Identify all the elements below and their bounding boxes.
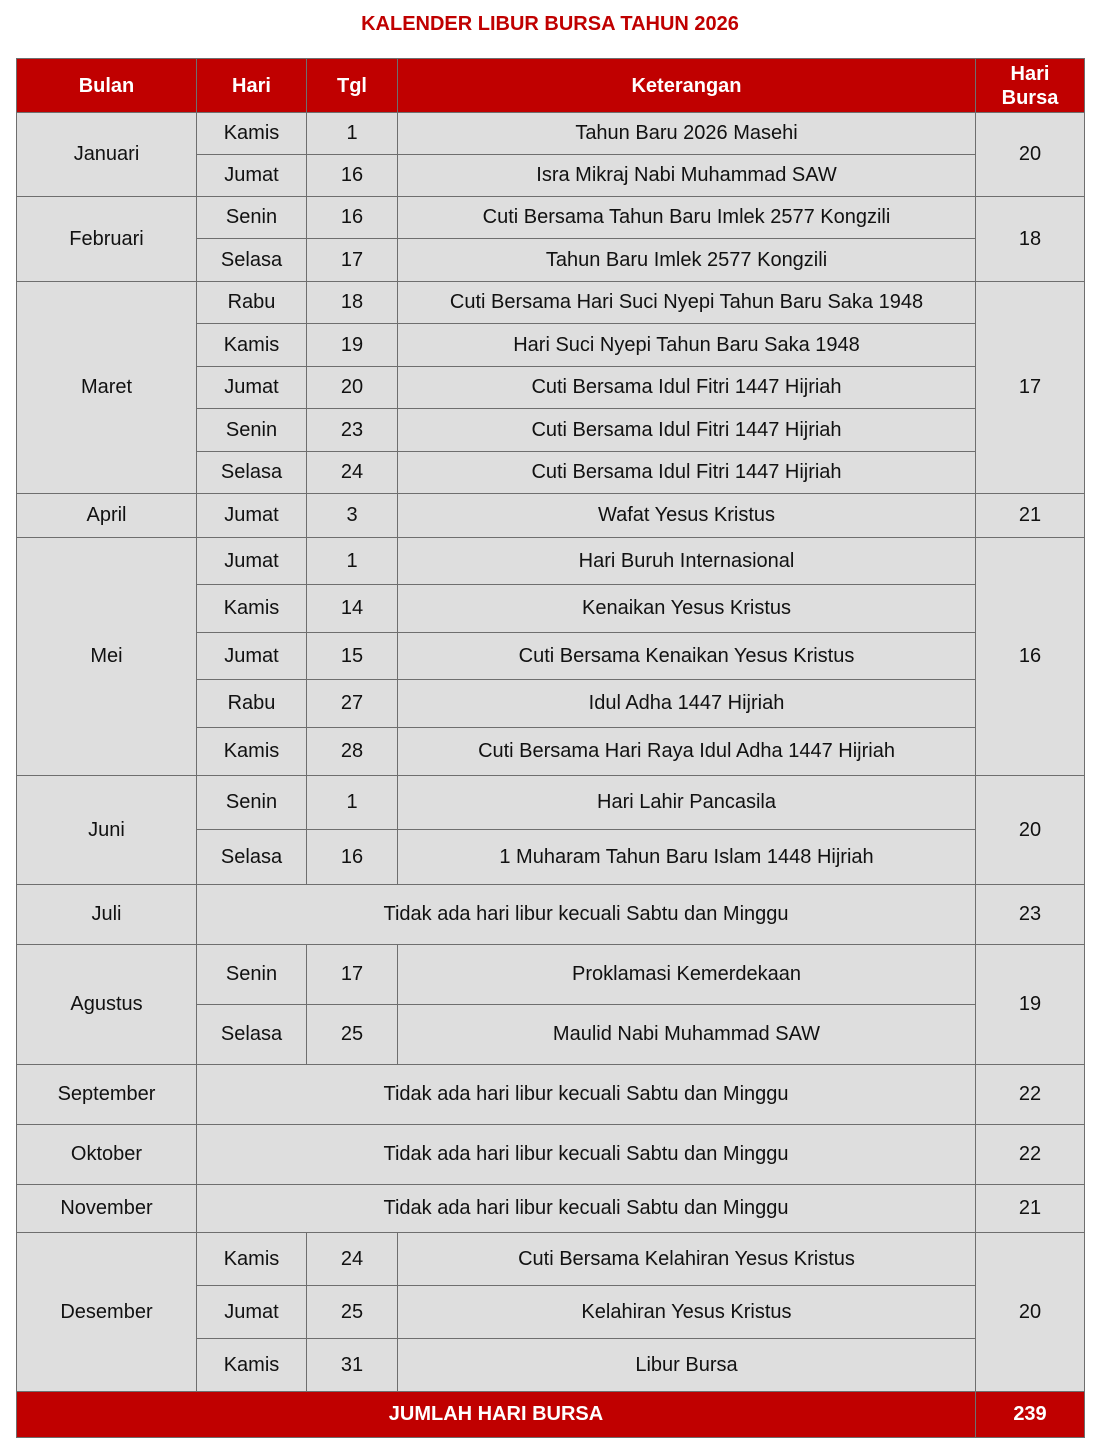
tgl-cell: 31 [307, 1339, 398, 1392]
table-row [17, 1233, 1085, 1286]
table-row [17, 1065, 1085, 1125]
hari-bursa-cell: 21 [976, 1185, 1085, 1233]
hari-bursa-cell: 20 [976, 776, 1085, 885]
keterangan-cell: Cuti Bersama Kenaikan Yesus Kristus [398, 633, 976, 680]
table-row [17, 1185, 1085, 1233]
total-row [17, 1392, 1085, 1438]
hari-cell: Selasa [197, 1005, 307, 1065]
hari-cell: Kamis [197, 585, 307, 633]
tgl-cell: 27 [307, 680, 398, 728]
month-cell: Desember [17, 1233, 197, 1392]
table-row [17, 776, 1085, 830]
month-cell: Februari [17, 197, 197, 282]
tgl-cell: 20 [307, 367, 398, 409]
tgl-cell: 16 [307, 155, 398, 197]
table-row [17, 1125, 1085, 1185]
keterangan-cell: Libur Bursa [398, 1339, 976, 1392]
keterangan-cell: Cuti Bersama Idul Fitri 1447 Hijriah [398, 452, 976, 494]
tgl-cell: 18 [307, 282, 398, 324]
month-cell: Mei [17, 538, 197, 776]
hari-bursa-cell: 16 [976, 538, 1085, 776]
tgl-cell: 1 [307, 776, 398, 830]
keterangan-cell: Kelahiran Yesus Kristus [398, 1286, 976, 1339]
hari-bursa-cell: 23 [976, 885, 1085, 945]
header-tgl: Tgl [307, 59, 398, 113]
keterangan-cell: Tahun Baru Imlek 2577 Kongzili [398, 239, 976, 282]
header-row [17, 59, 1085, 113]
hari-cell: Kamis [197, 1233, 307, 1286]
keterangan-cell: Cuti Bersama Idul Fitri 1447 Hijriah [398, 409, 976, 452]
keterangan-cell: Cuti Bersama Hari Raya Idul Adha 1447 Hijriah [398, 728, 976, 776]
hari-cell: Jumat [197, 367, 307, 409]
table-row [17, 494, 1085, 538]
hari-cell: Jumat [197, 1286, 307, 1339]
hari-cell: Selasa [197, 830, 307, 885]
hari-cell: Selasa [197, 239, 307, 282]
hari-cell: Kamis [197, 113, 307, 155]
table-row [17, 197, 1085, 239]
header-keterangan: Keterangan [398, 59, 976, 113]
hari-cell: Senin [197, 197, 307, 239]
tgl-cell: 15 [307, 633, 398, 680]
table-row [17, 945, 1085, 1005]
hari-bursa-cell: 20 [976, 1233, 1085, 1392]
hari-bursa-cell: 22 [976, 1065, 1085, 1125]
month-cell: Agustus [17, 945, 197, 1065]
hari-bursa-cell: 22 [976, 1125, 1085, 1185]
keterangan-cell: Cuti Bersama Tahun Baru Imlek 2577 Kongzili [398, 197, 976, 239]
keterangan-cell: Cuti Bersama Idul Fitri 1447 Hijriah [398, 367, 976, 409]
header-hari-bursa-line2: Bursa [1001, 86, 1059, 109]
month-cell: Maret [17, 282, 197, 494]
total-label: JUMLAH HARI BURSA [17, 1392, 976, 1438]
no-holiday-cell: Tidak ada hari libur kecuali Sabtu dan Minggu [197, 1125, 976, 1185]
tgl-cell: 3 [307, 494, 398, 538]
tgl-cell: 25 [307, 1286, 398, 1339]
hari-cell: Rabu [197, 680, 307, 728]
month-cell: November [17, 1185, 197, 1233]
hari-cell: Kamis [197, 1339, 307, 1392]
hari-bursa-cell: 17 [976, 282, 1085, 494]
hari-cell: Kamis [197, 728, 307, 776]
table-row [17, 113, 1085, 155]
month-cell: April [17, 494, 197, 538]
table-row [17, 282, 1085, 324]
hari-cell: Jumat [197, 155, 307, 197]
tgl-cell: 17 [307, 239, 398, 282]
table-body [17, 113, 1085, 1392]
month-cell: Januari [17, 113, 197, 197]
table-row [17, 538, 1085, 585]
hari-bursa-cell: 20 [976, 113, 1085, 197]
total-value: 239 [976, 1392, 1085, 1438]
keterangan-cell: Cuti Bersama Hari Suci Nyepi Tahun Baru Saka 1948 [398, 282, 976, 324]
keterangan-cell: Kenaikan Yesus Kristus [398, 585, 976, 633]
keterangan-cell: Hari Lahir Pancasila [398, 776, 976, 830]
hari-cell: Senin [197, 409, 307, 452]
hari-cell: Selasa [197, 452, 307, 494]
tgl-cell: 14 [307, 585, 398, 633]
tgl-cell: 16 [307, 197, 398, 239]
header-hari-bursa [976, 59, 1085, 113]
hari-bursa-cell: 21 [976, 494, 1085, 538]
table-row [17, 885, 1085, 945]
hari-cell: Senin [197, 776, 307, 830]
keterangan-cell: Idul Adha 1447 Hijriah [398, 680, 976, 728]
hari-cell: Jumat [197, 633, 307, 680]
hari-cell: Jumat [197, 538, 307, 585]
hari-cell: Rabu [197, 282, 307, 324]
header-hari-bursa-line1: Hari [1010, 62, 1050, 85]
keterangan-cell: Hari Suci Nyepi Tahun Baru Saka 1948 [398, 324, 976, 367]
tgl-cell: 17 [307, 945, 398, 1005]
hari-cell: Jumat [197, 494, 307, 538]
header-bulan: Bulan [17, 59, 197, 113]
tgl-cell: 23 [307, 409, 398, 452]
tgl-cell: 16 [307, 830, 398, 885]
no-holiday-cell: Tidak ada hari libur kecuali Sabtu dan Minggu [197, 885, 976, 945]
hari-cell: Kamis [197, 324, 307, 367]
tgl-cell: 1 [307, 538, 398, 585]
tgl-cell: 28 [307, 728, 398, 776]
keterangan-cell: Maulid Nabi Muhammad SAW [398, 1005, 976, 1065]
month-cell: Juli [17, 885, 197, 945]
page-title: KALENDER LIBUR BURSA TAHUN 2026 [361, 13, 739, 35]
hari-bursa-cell: 19 [976, 945, 1085, 1065]
holiday-calendar-table [16, 58, 1085, 1438]
keterangan-cell: 1 Muharam Tahun Baru Islam 1448 Hijriah [398, 830, 976, 885]
hari-cell: Senin [197, 945, 307, 1005]
tgl-cell: 24 [307, 1233, 398, 1286]
tgl-cell: 19 [307, 324, 398, 367]
month-cell: September [17, 1065, 197, 1125]
keterangan-cell: Proklamasi Kemerdekaan [398, 945, 976, 1005]
header-hari: Hari [197, 59, 307, 113]
hari-bursa-cell: 18 [976, 197, 1085, 282]
tgl-cell: 24 [307, 452, 398, 494]
keterangan-cell: Hari Buruh Internasional [398, 538, 976, 585]
no-holiday-cell: Tidak ada hari libur kecuali Sabtu dan Minggu [197, 1185, 976, 1233]
month-cell: Juni [17, 776, 197, 885]
month-cell: Oktober [17, 1125, 197, 1185]
tgl-cell: 1 [307, 113, 398, 155]
keterangan-cell: Isra Mikraj Nabi Muhammad SAW [398, 155, 976, 197]
keterangan-cell: Tahun Baru 2026 Masehi [398, 113, 976, 155]
tgl-cell: 25 [307, 1005, 398, 1065]
no-holiday-cell: Tidak ada hari libur kecuali Sabtu dan Minggu [197, 1065, 976, 1125]
keterangan-cell: Wafat Yesus Kristus [398, 494, 976, 538]
keterangan-cell: Cuti Bersama Kelahiran Yesus Kristus [398, 1233, 976, 1286]
